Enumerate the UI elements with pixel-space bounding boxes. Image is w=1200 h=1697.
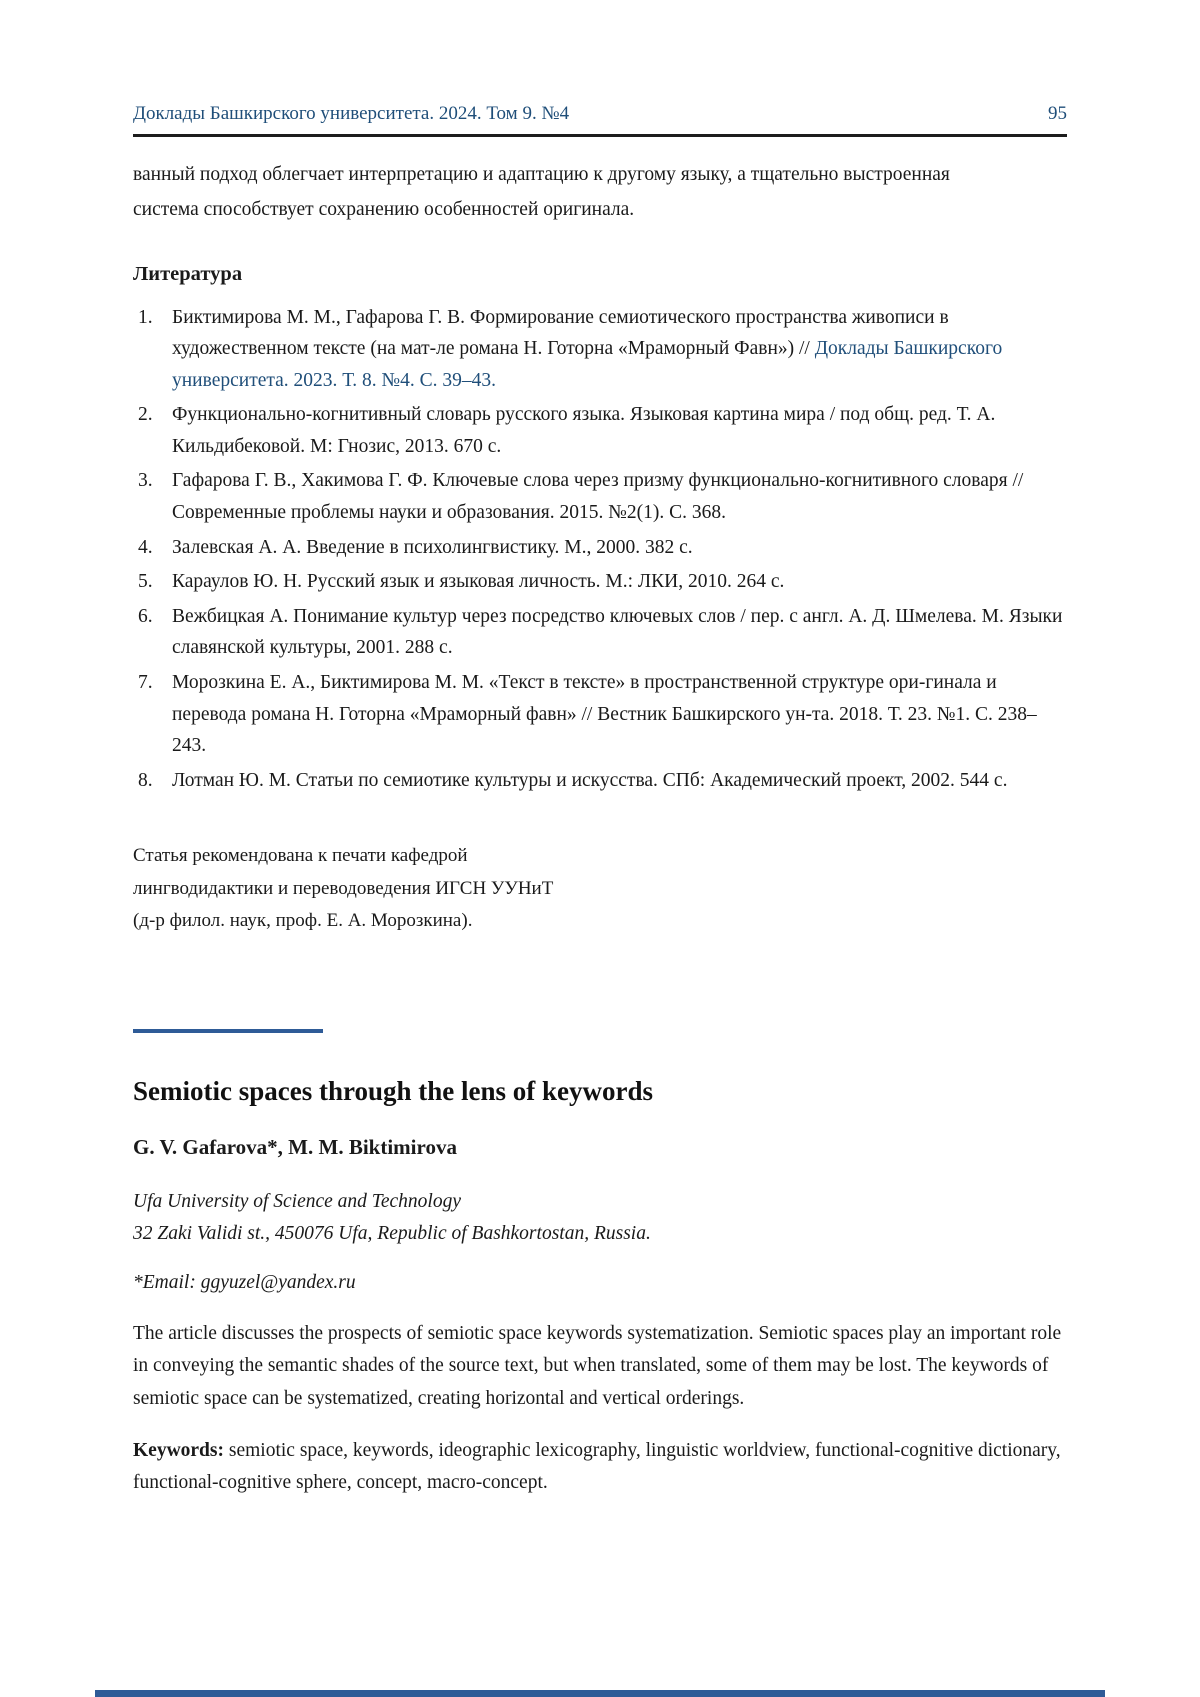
reference-text <box>172 532 1067 564</box>
reference-number: 6. <box>138 605 153 627</box>
keywords-label: Keywords: <box>133 1439 224 1461</box>
reference-item <box>133 765 1067 797</box>
abstract-paragraph: The article discusses the prospects of semiotic space keywords systematization. Semiotic spaces play an important role in conveying the semantic shades of the source text, but when translated, some of them may be lost. The keywords of semiotic space can be systematized, creating horizontal and vertical orderings. <box>133 1323 1062 1409</box>
authors-line: G. V. Gafarova*, M. M. Biktimirova <box>133 1134 457 1159</box>
reference-item <box>133 399 1067 462</box>
reference-item <box>133 566 1067 598</box>
reference-citation: Функционально-когнитивный словарь русского языка. Языковая картина мира / под общ. ред. Т. А. Кильдибековой. М: Гнозис, 2013. 670 с. <box>172 404 996 457</box>
reference-text <box>172 566 1067 598</box>
reference-number: 1. <box>138 306 153 328</box>
reference-text <box>172 302 1067 397</box>
reference-item <box>133 667 1067 762</box>
page-footer-bar <box>95 1690 1105 1697</box>
reference-citation: Биктимирова М. М., Гафарова Г. В. Формирование семиотического пространства живописи в художественном тексте (на мат-ле романа Н. Готорна «Мраморный Фавн») // <box>172 306 949 360</box>
reference-number: 2. <box>138 404 153 426</box>
reference-number: 4. <box>138 536 153 558</box>
affiliation-line: Ufa University of Science and Technology <box>133 1190 461 1212</box>
reference-list <box>133 302 1067 797</box>
journal-running-title: Доклады Башкирского университета. 2024. Том 9. №4 <box>133 103 570 124</box>
affiliation-block <box>133 1186 1067 1250</box>
email-line: *Email: ggyuzel@yandex.ru <box>133 1272 356 1294</box>
reference-item <box>133 465 1067 528</box>
intro-paragraph: ванный подход облегчает интерпретацию и адаптацию к другому языку, а тщательно выстроенная система способствует сохранению особенностей оригинала. <box>133 163 950 220</box>
article-title-en: Semiotic spaces through the lens of keywords <box>133 1076 654 1107</box>
reference-text <box>172 667 1067 762</box>
reference-link[interactable]: Доклады Башкирского университета. 2023. Т. 8. №4. С. 39–43. <box>172 338 1003 391</box>
reference-citation: Караулов Ю. Н. Русский язык и языковая личность. М.: ЛКИ, 2010. 264 с. <box>172 571 785 593</box>
reference-text <box>172 601 1067 664</box>
recommendation-line: Статья рекомендована к печати кафедрой <box>133 845 468 867</box>
reference-text <box>172 399 1067 462</box>
reference-number: 7. <box>138 671 153 693</box>
reference-number: 3. <box>138 470 153 492</box>
reference-text <box>172 465 1067 528</box>
reference-number: 5. <box>138 571 153 593</box>
reference-citation: Залевская А. А. Введение в психолингвистику. М., 2000. 382 с. <box>172 536 693 558</box>
reference-number: 8. <box>138 769 153 791</box>
reference-item <box>133 302 1067 397</box>
header-rule <box>133 134 1067 137</box>
keywords-paragraph <box>133 1435 1067 1499</box>
reference-item <box>133 601 1067 664</box>
section-divider-rule <box>133 1029 323 1033</box>
reference-citation: Вежбицкая А. Понимание культур через посредство ключевых слов / пер. с англ. А. Д. Шмелева. М. Языки славянской культуры, 2001. 288 с. <box>172 605 1063 659</box>
affiliation-line: 32 Zaki Validi st., 450076 Ufa, Republic of Bashkortostan, Russia. <box>133 1223 651 1245</box>
page-number: 95 <box>1048 103 1067 124</box>
reference-citation: Морозкина Е. А., Биктимирова М. М. «Текст в тексте» в пространственной структуре ори-гинала и перевода романа Н. Готорна «Мраморный фавн» // Вестник Башкирского ун-та. 2018. Т. 23. №1. С. 238–243. <box>172 671 1037 757</box>
recommendation-note <box>133 840 1067 937</box>
page-header <box>133 102 1067 126</box>
recommendation-line: лингводидактики и переводоведения ИГСН УУНиТ <box>133 877 554 899</box>
recommendation-line: (д-р филол. наук, проф. Е. А. Морозкина). <box>133 909 473 931</box>
reference-citation: Гафарова Г. В., Хакимова Г. Ф. Ключевые слова через призму функционально-когнитивного словаря // Современные проблемы науки и образования. 2015. №2(1). С. 368. <box>172 470 1024 524</box>
keywords-text: semiotic space, keywords, ideographic lexicography, linguistic worldview, functional-cognitive dictionary, functional-cognitive sphere, concept, macro-concept. <box>133 1439 1061 1493</box>
literature-heading: Литература <box>133 262 243 285</box>
reference-citation: Лотман Ю. М. Статьи по семиотике культуры и искусства. СПб: Академический проект, 2002. 544 с. <box>172 769 1008 791</box>
reference-text <box>172 765 1067 797</box>
reference-item <box>133 532 1067 564</box>
